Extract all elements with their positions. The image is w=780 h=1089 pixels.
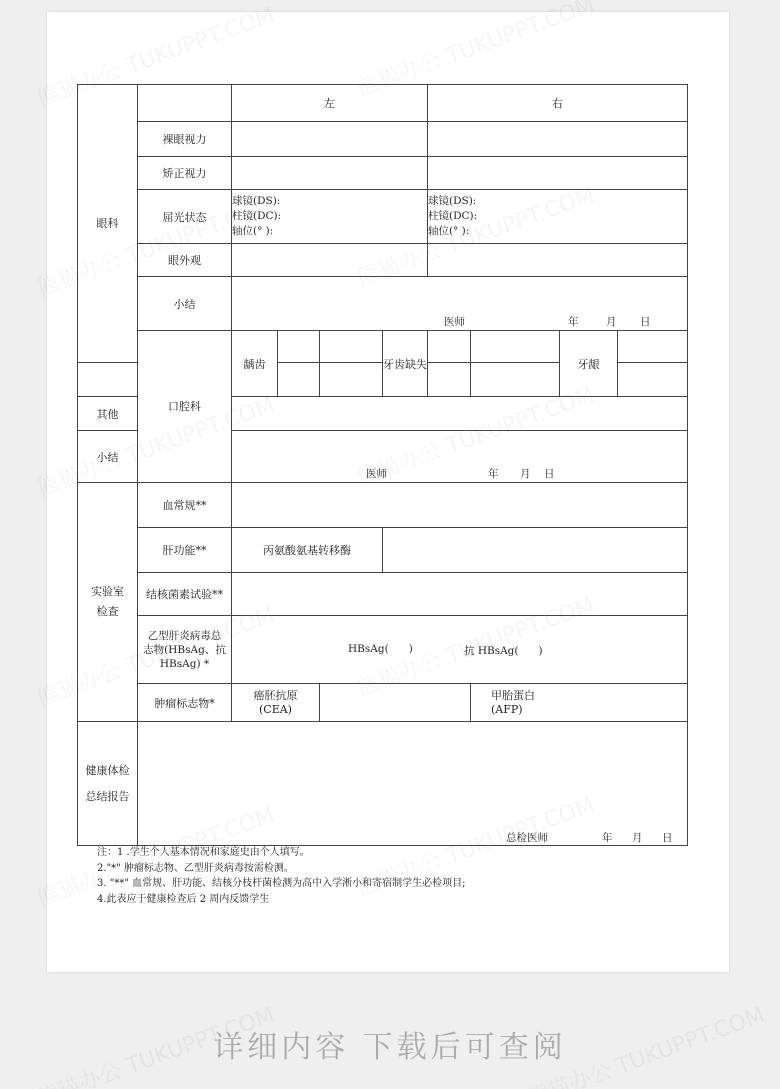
cea-label — [232, 684, 320, 722]
gum-grid-cell[interactable] — [618, 363, 688, 397]
left-eye-header: 左 — [232, 85, 428, 122]
summary-section-line2: 总结报告 — [85, 789, 130, 803]
oral-doctor-label: 医师 — [366, 467, 387, 480]
caries-grid-cell[interactable] — [320, 331, 383, 363]
refraction-left-field[interactable] — [232, 190, 428, 244]
summary-day-label: 日 — [662, 831, 673, 844]
liver-function-label: 肝功能** — [138, 528, 232, 573]
oral-year-label: 年 — [488, 467, 499, 480]
cea-line1: 癌胚抗原 — [253, 688, 298, 702]
missing-teeth-label: 牙齿缺失 — [383, 331, 428, 397]
lab-section-label — [78, 483, 138, 722]
external-eye-label: 眼外观 — [138, 244, 232, 277]
hepatitis-b-field[interactable] — [232, 616, 688, 684]
blood-routine-label: 血常规** — [138, 483, 232, 528]
summary-month-label: 月 — [632, 831, 643, 844]
eye-summary-field[interactable] — [232, 277, 688, 331]
ds-left: 球镜(DS): — [232, 195, 281, 207]
summary-report-field[interactable] — [138, 722, 688, 846]
summary-year-label: 年 — [602, 831, 613, 844]
naked-vision-label: 裸眼视力 — [138, 122, 232, 157]
download-hint-text: 详细内容 下载后可查阅 — [213, 1030, 567, 1065]
alt-label: 丙氨酸氨基转移酶 — [232, 528, 383, 573]
oral-month-label: 月 — [520, 467, 531, 480]
missing-grid-cell[interactable] — [428, 331, 471, 363]
external-left-field[interactable] — [232, 244, 428, 277]
caries-grid-cell[interactable] — [78, 363, 138, 397]
afp-label — [471, 684, 688, 722]
refraction-label: 屈光状态 — [138, 190, 232, 244]
missing-grid-cell[interactable] — [320, 363, 383, 397]
axis-right: 轴位(° ): — [428, 225, 470, 237]
naked-vision-left-field[interactable] — [232, 122, 428, 157]
summary-section-line1: 健康体检 — [85, 763, 130, 777]
caries-grid-cell[interactable] — [278, 363, 320, 397]
oral-other-label: 其他 — [78, 397, 138, 431]
eye-summary-label: 小结 — [138, 277, 232, 331]
eye-year-label: 年 — [568, 315, 579, 328]
note-4: 4.此表应于健康检查后 2 周内反馈学生 — [97, 893, 270, 905]
oral-day-label: 日 — [544, 467, 555, 480]
eye-day-label: 日 — [640, 315, 651, 328]
axis-left: 轴位(° ): — [232, 225, 274, 237]
afp-line1: 甲胎蛋白 — [491, 688, 535, 702]
health-exam-form — [77, 84, 688, 846]
corrected-vision-right-field[interactable] — [428, 157, 688, 190]
eye-section-label: 眼科 — [78, 85, 138, 363]
lab-section-line1: 实验室 — [91, 585, 124, 598]
blank-header-cell — [138, 85, 232, 122]
chief-doctor-label: 总检医师 — [506, 831, 548, 844]
refraction-right-field[interactable] — [428, 190, 688, 244]
hepatitis-b-label — [138, 616, 232, 684]
cea-line2: (CEA) — [259, 702, 292, 716]
afp-line2: (AFP) — [491, 702, 523, 716]
hepatitis-b-line1: 乙型肝炎病毒总 — [147, 629, 222, 642]
dc-right: 柱镜(DC): — [428, 210, 478, 222]
note-2: 2."*" 肿瘤标志物、乙型肝炎病毒按需检测。 — [97, 862, 294, 874]
oral-summary-field[interactable] — [232, 431, 688, 483]
gum-label: 牙龈 — [560, 331, 618, 397]
hepatitis-b-line3: HBsAg) * — [159, 657, 210, 670]
oral-other-field[interactable] — [232, 397, 688, 431]
document-page — [47, 12, 729, 972]
caries-grid-cell[interactable] — [278, 331, 320, 363]
notes-block — [97, 845, 465, 907]
hepatitis-b-line2: 志物(HBsAg、抗 — [143, 643, 226, 656]
tb-test-field[interactable] — [232, 573, 688, 616]
note-1: 注：1 .学生个人基本情况和家庭史由个人填写。 — [97, 847, 310, 858]
external-right-field[interactable] — [428, 244, 688, 277]
tb-test-label: 结核菌素试验** — [138, 573, 232, 616]
summary-section-label — [78, 722, 138, 846]
alt-field[interactable] — [383, 528, 688, 573]
missing-grid-cell[interactable] — [428, 363, 471, 397]
ds-right: 球镜(DS): — [428, 195, 477, 207]
missing-grid-cell[interactable] — [471, 331, 560, 363]
cea-field[interactable] — [320, 684, 471, 722]
anti-hbsag-label: 抗 HBsAg( ) — [464, 644, 543, 657]
note-3: 3. "**" 血常规、肝功能、结核分枝杆菌检测为高中入学淅小和寄宿制学生必检项目; — [97, 878, 466, 889]
oral-summary-label: 小结 — [78, 431, 138, 483]
hbsag-label: HBsAg( ) — [348, 642, 413, 655]
tumor-marker-label: 肿瘤标志物* — [138, 684, 232, 722]
eye-month-label: 月 — [606, 315, 617, 328]
dc-left: 柱镜(DC): — [232, 210, 282, 222]
right-eye-header: 右 — [428, 85, 688, 122]
corrected-vision-label: 矫正视力 — [138, 157, 232, 190]
caries-label: 龋齿 — [232, 331, 278, 397]
gum-grid-cell[interactable] — [471, 363, 560, 397]
naked-vision-right-field[interactable] — [428, 122, 688, 157]
blood-routine-field[interactable] — [232, 483, 688, 528]
gum-grid-cell[interactable] — [618, 331, 688, 363]
lab-section-line2: 检查 — [96, 605, 119, 618]
corrected-vision-left-field[interactable] — [232, 157, 428, 190]
oral-section-label: 口腔科 — [138, 331, 232, 483]
eye-doctor-label: 医师 — [444, 315, 465, 328]
